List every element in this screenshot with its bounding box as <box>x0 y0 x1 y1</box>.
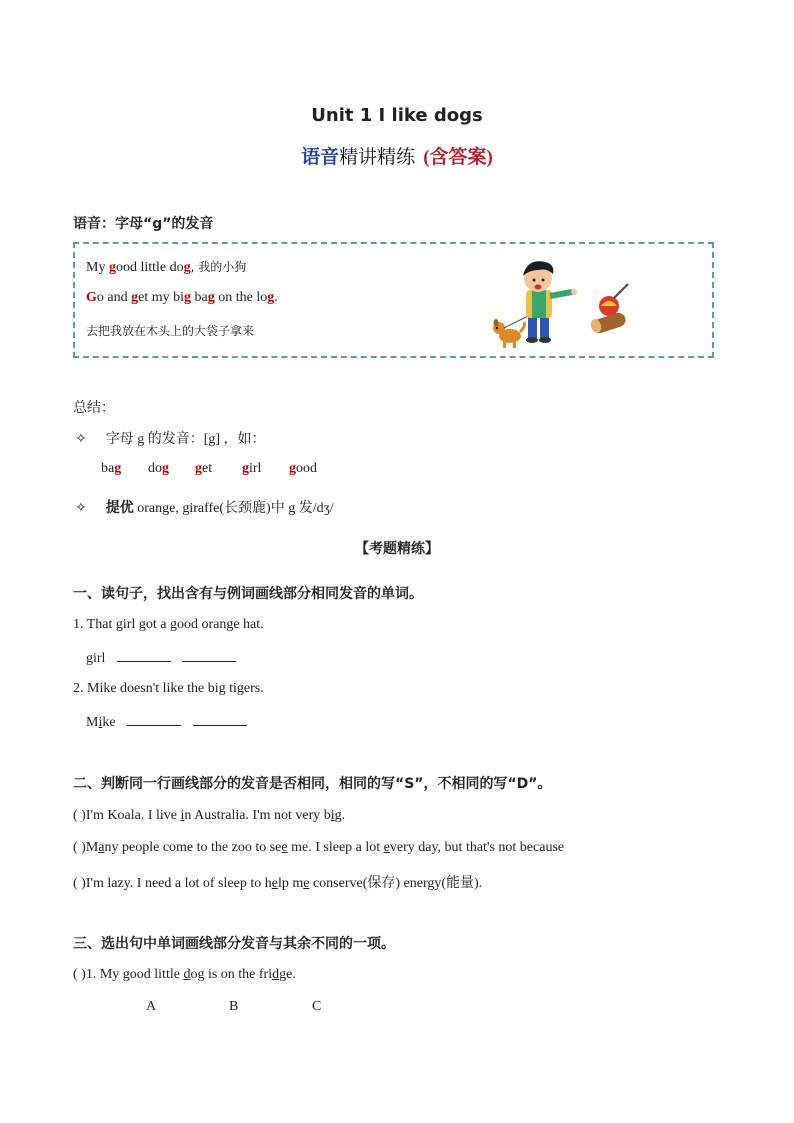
page-title: Unit 1 I like dogs <box>311 105 483 126</box>
dog-icon <box>493 314 532 348</box>
page-subtitle <box>0 142 794 169</box>
practice-heading: 【考题精练】 <box>355 541 439 557</box>
answer-blank[interactable] <box>182 649 236 662</box>
part1-heading: 一、读句子，找出含有与例词画线部分相同发音的单词。 <box>73 586 423 602</box>
example-word: get <box>195 461 213 476</box>
summary-label: 总结： <box>73 400 115 416</box>
answer-paren[interactable]: ( ) <box>73 876 86 891</box>
part3-question-1: ( )1. My good little dog is on the fridge. <box>73 967 296 982</box>
answer-blank[interactable] <box>193 713 247 726</box>
part2-line-3: ( )I'm lazy. I need a lot of sleep to help me conserve(保存) energy(能量). <box>73 876 483 891</box>
boy-and-dog-illustration <box>488 258 638 354</box>
part3-heading: 三、选出句中单词画线部分发音与其余不同的一项。 <box>73 936 395 952</box>
part1-question-1: 1. That girl got a good orange hat. <box>73 617 264 632</box>
answer-paren[interactable]: ( ) <box>73 808 86 823</box>
part2-line-2: ( )Many people come to the zoo to see me. I sleep a lot every day, but that's not because <box>73 840 565 855</box>
summary-rule: ✧ 字母 g 的发音：[g] ，如： <box>75 431 266 447</box>
option-a[interactable]: A <box>146 999 157 1014</box>
example-word: bag <box>101 461 122 476</box>
part1-answer-row-2: Mike <box>86 713 247 731</box>
subtitle-lecture: 精讲精练 <box>339 147 416 168</box>
log-and-bag-icon <box>589 284 628 335</box>
example-word: girl <box>242 461 262 476</box>
option-b[interactable]: B <box>229 999 239 1014</box>
phonics-heading: 语音：字母“g”的发音 <box>73 216 214 232</box>
part1-question-2: 2. Mike doesn't like the big tigers. <box>73 681 264 696</box>
option-c[interactable]: C <box>312 999 322 1014</box>
bullet-icon: ✧ <box>75 431 87 447</box>
example-word: dog <box>148 461 169 476</box>
example-word: good <box>289 461 317 476</box>
chant-line-2: Go and get my big bag on the log. <box>86 290 278 305</box>
summary-example-words <box>101 461 336 477</box>
part2-heading: 二、判断同一行画线部分的发音是否相同，相同的写“S”，不相同的写“D”。 <box>73 776 552 792</box>
bullet-icon: ✧ <box>75 500 87 516</box>
part2-line-1: ( )I'm Koala. I live in Australia. I'm not very big. <box>73 808 346 823</box>
subtitle-answers: (含答案) <box>423 147 493 168</box>
answer-blank[interactable] <box>127 713 181 726</box>
part1-answer-row-1: girl <box>86 649 236 667</box>
answer-paren[interactable]: ( ) <box>73 840 86 855</box>
summary-tip: ✧ 提优 orange, giraffe(长颈鹿)中 g 发/dʒ/ <box>75 500 334 516</box>
chant-line-3: 去把我放在木头上的大袋子拿来 <box>86 324 255 338</box>
answer-blank[interactable] <box>117 649 171 662</box>
boy-icon <box>523 261 577 343</box>
chant-line-1: My good little dog, 我的小狗 <box>86 260 247 275</box>
subtitle-phonics: 语音 <box>301 147 340 168</box>
